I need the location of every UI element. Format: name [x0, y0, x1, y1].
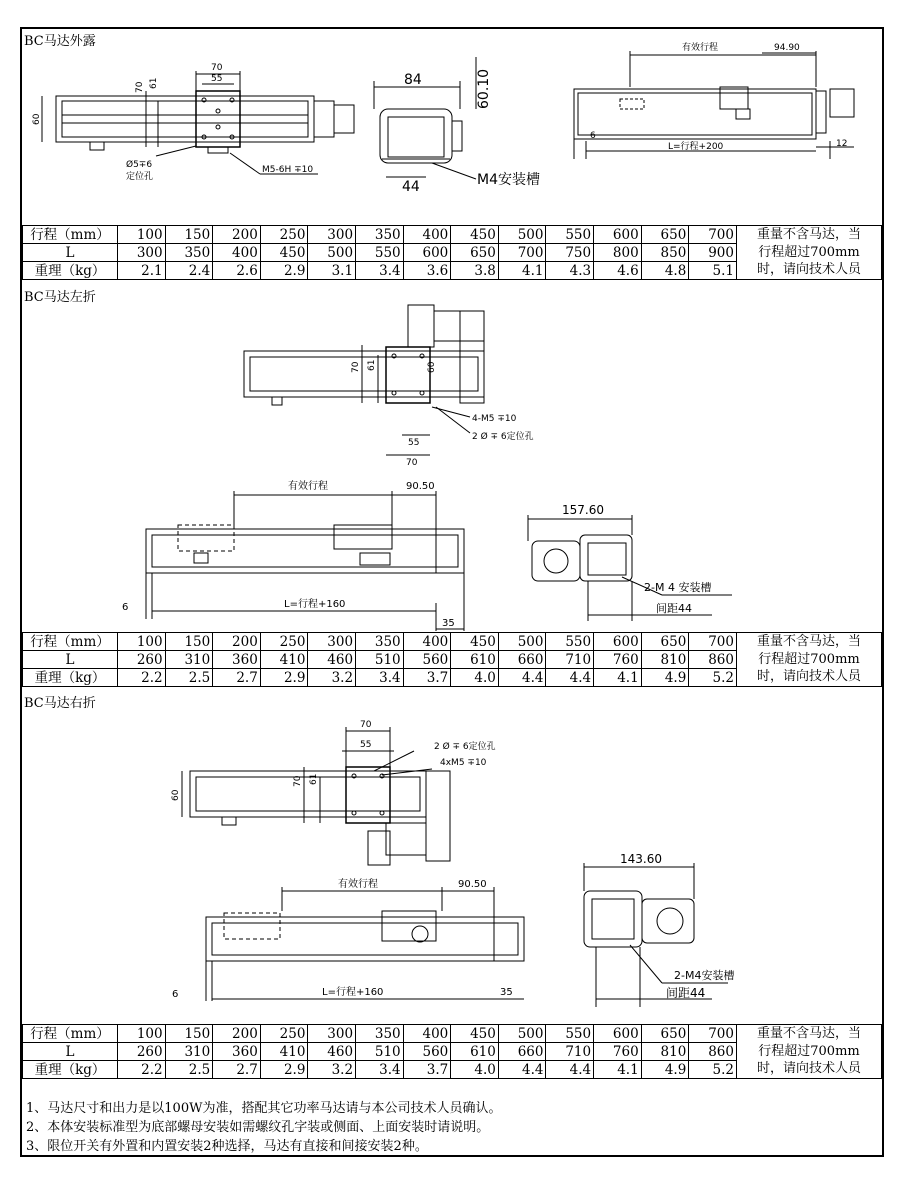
- svg-text:6: 6: [122, 602, 129, 613]
- end-view-1: [374, 57, 476, 179]
- svg-text:143.60: 143.60: [620, 852, 662, 866]
- svg-text:70: 70: [293, 775, 303, 787]
- table-row-stroke: 行程（mm） 100 150 200 250 300 350 400 450 500 550 600 650 700 重量不含马达，当: [23, 226, 882, 244]
- section-title-exposed: BC马达外露: [24, 34, 96, 49]
- spec-table-exposed: [22, 225, 882, 280]
- table-row-length: L 260 310 360 410 460 510 560 610 660 710 760 810 860 行程超过700mm: [23, 1043, 882, 1061]
- table-row-weight: 重理（kg） 2.2 2.5 2.7 2.9 3.2 3.4 3.7 4.0 4.4 4.4 4.1 4.9 5.2 时，请向技术人员: [23, 669, 882, 687]
- side-view-2: [146, 491, 464, 631]
- svg-text:70: 70: [351, 361, 361, 373]
- section-title-right-fold: BC马达右折: [24, 696, 96, 711]
- svg-text:L=行程+160: L=行程+160: [284, 599, 346, 610]
- svg-text:6: 6: [590, 131, 596, 141]
- notes-block: [26, 1099, 501, 1156]
- svg-text:60: 60: [427, 361, 437, 373]
- svg-text:70: 70: [406, 458, 418, 468]
- svg-text:有效行程: 有效行程: [682, 43, 719, 53]
- table-row-length: L 300 350 400 450 500 550 600 650 700 750 800 850 900 行程超过700mm: [23, 244, 882, 262]
- svg-text:4xM5 ∓10: 4xM5 ∓10: [440, 758, 487, 768]
- top-view-2: [244, 305, 484, 455]
- end-view-3: [584, 863, 728, 1007]
- svg-text:6: 6: [172, 989, 179, 1000]
- drawing-motor-right-fold: [22, 691, 882, 1021]
- svg-text:2-M 4 安装槽: 2-M 4 安装槽: [644, 581, 712, 594]
- svg-text:L=行程+200: L=行程+200: [668, 142, 724, 152]
- note-line: 1、马达尺寸和出力是以100W为准，搭配其它功率马达请与本公司技术人员确认。: [26, 1101, 502, 1116]
- note-line: 3、限位开关有外置和内置安装2种选择，马达有直接和间接安装2种。: [26, 1139, 428, 1154]
- svg-text:Ø5∓6: Ø5∓6: [126, 160, 153, 170]
- svg-text:70: 70: [211, 63, 223, 73]
- section-title-left-fold: BC马达左折: [24, 290, 96, 305]
- svg-text:61: 61: [309, 773, 319, 785]
- svg-text:2 Ø ∓ 6定位孔: 2 Ø ∓ 6定位孔: [472, 432, 534, 442]
- table-row-stroke: 行程（mm） 100 150 200 250 300 350 400 450 500 550 600 650 700 重量不含马达，当: [23, 633, 882, 651]
- top-view-3: [182, 727, 450, 865]
- svg-text:55: 55: [408, 438, 420, 448]
- svg-text:90.50: 90.50: [406, 481, 435, 492]
- spec-table-left-fold: [22, 632, 882, 687]
- svg-text:60: 60: [171, 789, 181, 801]
- svg-text:有效行程: 有效行程: [288, 481, 328, 492]
- svg-text:70: 70: [360, 720, 372, 730]
- drawing-sheet: [20, 27, 884, 1157]
- svg-text:61: 61: [149, 77, 159, 89]
- table-row-length: L 260 310 360 410 460 510 560 610 660 710 760 810 860 行程超过700mm: [23, 651, 882, 669]
- svg-text:55: 55: [360, 740, 372, 750]
- table-row-weight: 重理（kg） 2.1 2.4 2.6 2.9 3.1 3.4 3.6 3.8 4.1 4.3 4.6 4.8 5.1 时，请向技术人员: [23, 262, 882, 280]
- svg-text:L=行程+160: L=行程+160: [322, 987, 384, 998]
- svg-text:2 Ø ∓ 6定位孔: 2 Ø ∓ 6定位孔: [434, 742, 496, 752]
- spec-table-right-fold: [22, 1024, 882, 1079]
- svg-text:55: 55: [211, 74, 223, 84]
- svg-text:M5-6H ∓10: M5-6H ∓10: [262, 165, 314, 175]
- svg-text:157.60: 157.60: [562, 503, 604, 517]
- svg-text:90.50: 90.50: [458, 879, 487, 890]
- note-line: 2、本体安装标准型为底部螺母安装如需螺纹孔字装或侧面、上面安装时请说明。: [26, 1120, 490, 1135]
- svg-text:84: 84: [404, 72, 422, 88]
- svg-text:4-M5 ∓10: 4-M5 ∓10: [472, 414, 517, 424]
- svg-text:61: 61: [367, 359, 377, 371]
- svg-text:94.90: 94.90: [774, 43, 800, 53]
- top-view-1: [42, 71, 354, 174]
- svg-text:12: 12: [836, 139, 848, 149]
- drawing-motor-exposed: [22, 29, 882, 225]
- table-row-weight: 重理（kg） 2.2 2.5 2.7 2.9 3.2 3.4 3.7 4.0 4.4 4.4 4.1 4.9 5.2 时，请向技术人员: [23, 1061, 882, 1079]
- drawing-motor-left-fold: [22, 285, 882, 631]
- svg-text:间距44: 间距44: [656, 602, 692, 615]
- svg-text:44: 44: [402, 179, 420, 195]
- svg-text:M4安装槽: M4安装槽: [477, 172, 540, 188]
- svg-text:60.10: 60.10: [476, 68, 492, 109]
- svg-text:70: 70: [135, 81, 145, 93]
- svg-text:35: 35: [500, 987, 513, 998]
- svg-text:间距44: 间距44: [666, 986, 706, 1000]
- side-view-3: [206, 887, 524, 1001]
- svg-text:35: 35: [442, 618, 455, 629]
- svg-text:有效行程: 有效行程: [338, 879, 378, 890]
- svg-text:定位孔: 定位孔: [126, 172, 154, 182]
- end-view-2: [528, 515, 732, 621]
- svg-text:2-M4安装槽: 2-M4安装槽: [674, 969, 735, 982]
- table-row-stroke: 行程（mm） 100 150 200 250 300 350 400 450 500 550 600 650 700 重量不含马达，当: [23, 1025, 882, 1043]
- svg-text:60: 60: [32, 113, 42, 125]
